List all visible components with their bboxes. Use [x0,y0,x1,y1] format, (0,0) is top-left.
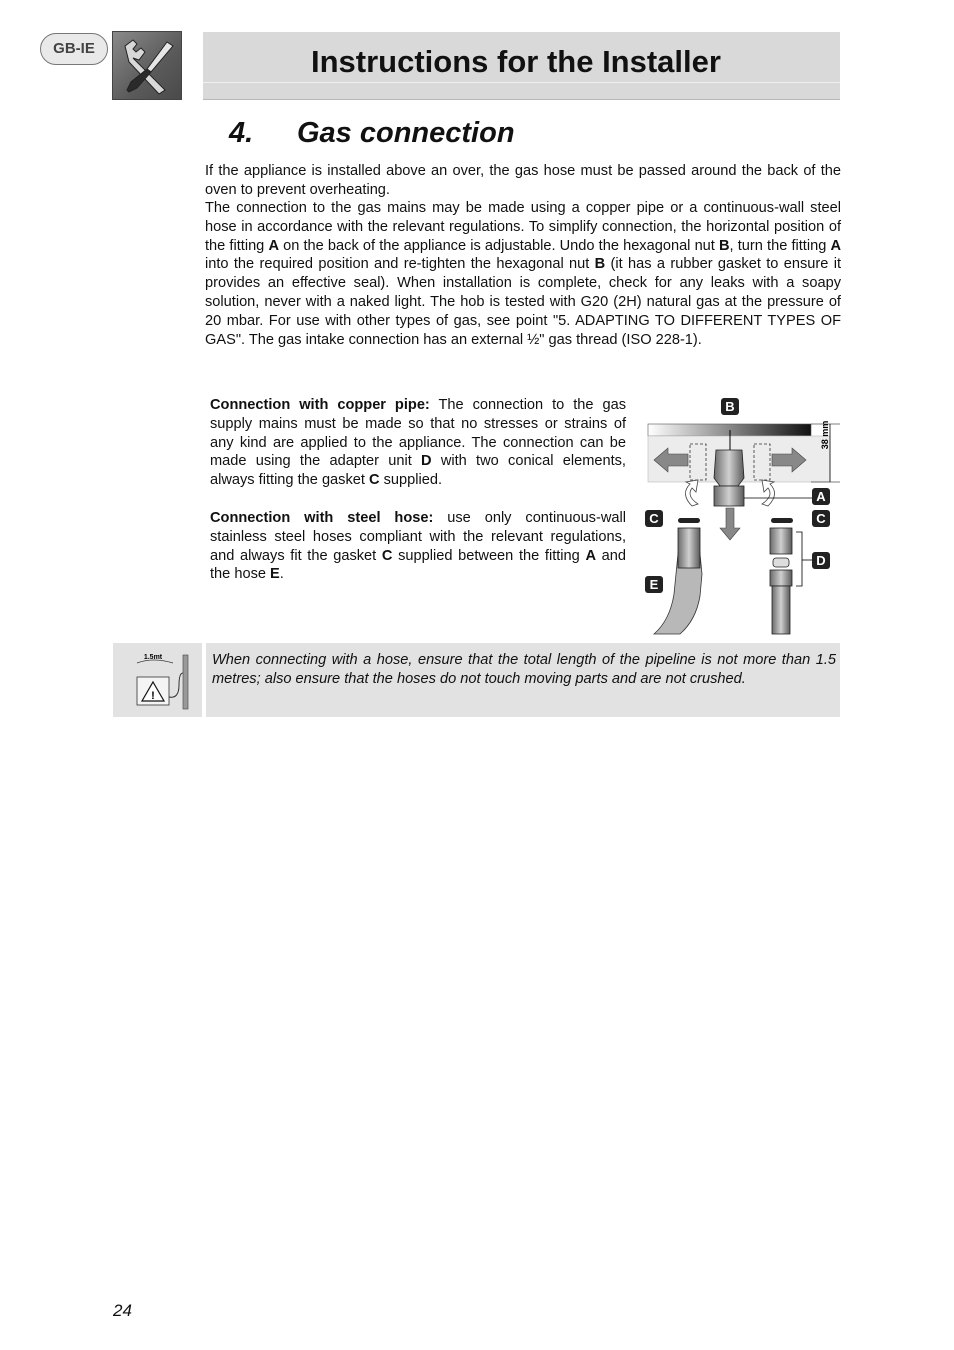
header-bar [203,32,840,100]
section-number: 4. [229,117,254,149]
label-c-left: C [649,511,659,526]
page-number: 24 [113,1301,132,1320]
svg-text:!: ! [151,690,155,702]
section-heading [229,117,515,150]
hose-length-label: 1.5mt [143,654,163,661]
page-title: Instructions for the Installer [311,44,721,79]
warning-icon-box [113,643,202,717]
label-d: D [816,553,826,568]
tools-icon [112,31,182,100]
intro-paragraph-1: If the appliance is installed above an over, the gas hose must be passed around the back of the oven to prevent overheating. [205,163,841,198]
warning-text: When connecting with a hose, ensure that the total length of the pipeline is not more than 1.5 metres; also ensure that the hoses do not touch moving parts and are not crushed. [212,652,836,687]
label-e: E [649,577,659,592]
section-title: Gas connection [297,117,515,149]
warning-text-box [206,643,840,717]
label-c-right: C [816,511,826,526]
hose-length-warning-icon [113,643,202,717]
intro-paragraph-2: The connection to the gas mains may be made using a copper pipe or a continuous-wall steel hose in accordance with the relevant regulations. To simplify connection, the horizontal position of the fitting A on the back of the appliance is adjustable. Undo the hexagonal nut B, turn the fitting A into the required position and re-tighten the hexagonal nut B (it has a rubber gasket to ensure it provides an effective seal). When installation is complete, check for any leaks with a soapy solution, never with a naked light. The hob is tested with G20 (2H) natural gas at the pressure of 20 mbar. For use with other types of gas, see point "5. ADAPTING TO DIFFERENT TYPES OF GAS". The gas intake connection has an external ½" gas thread (ISO 228-1). [205,200,842,348]
language-badge: GB-IE [40,33,108,65]
steel-hose-paragraph: Connection with steel hose: use only continuous-wall stainless steel hoses compliant with the relevant regulations, and always fit the gasket C supplied between the fitting A and the hose E. [210,510,626,583]
label-b: B [725,399,735,414]
label-a: A [816,489,826,504]
copper-pipe-paragraph: Connection with copper pipe: The connection to the gas supply mains must be made so that no stresses or strains of any kind are applied to the appliance. The connection can be made using the adapter unit D with two conical elements, always fitting the gasket C supplied. [210,397,626,489]
gas-connection-diagram [640,394,840,636]
steel-hose-heading: Connection with steel hose: [210,510,434,526]
dimension-label: 38 mm [820,420,830,450]
copper-pipe-heading: Connection with copper pipe: [210,397,430,413]
